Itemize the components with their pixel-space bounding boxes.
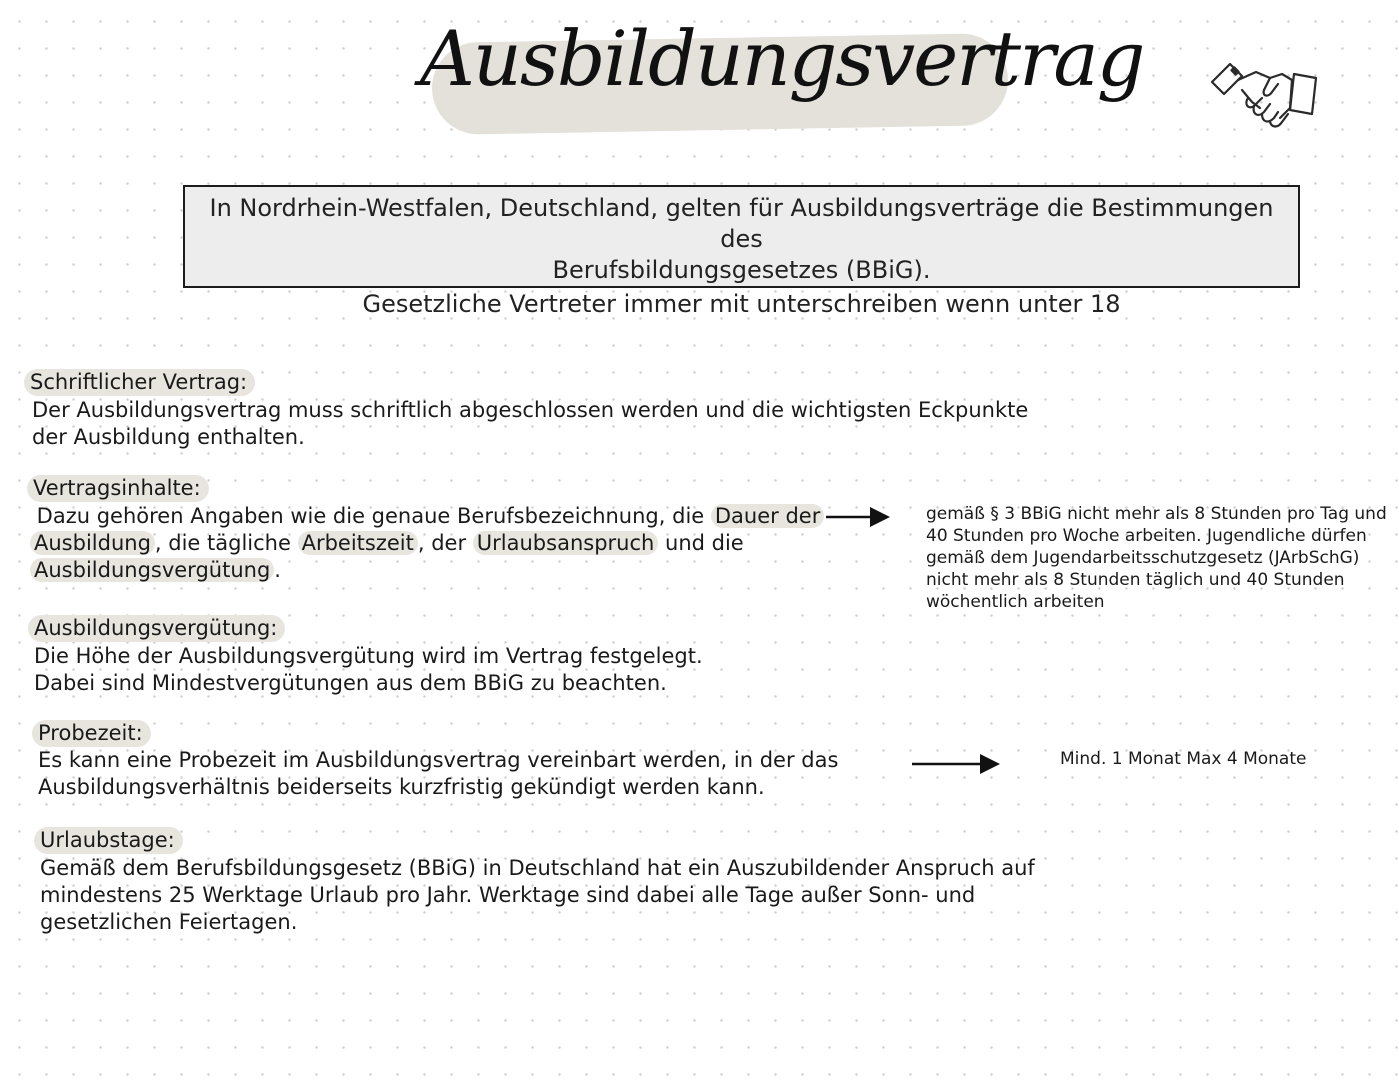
- text-fragment: und die: [658, 531, 744, 555]
- text-fragment: .: [274, 558, 281, 582]
- text-fragment: , die tägliche: [154, 531, 298, 555]
- text-line: mindestens 25 Werktage Urlaub pro Jahr. Werktage sind dabei alle Tage außer Sonn- und: [40, 883, 976, 907]
- text-probezeit: [38, 747, 838, 801]
- highlight-arbeitszeit: Arbeitszeit: [298, 531, 418, 555]
- text-line: der Ausbildung enthalten.: [32, 425, 305, 449]
- highlight-urlaubsanspruch: Urlaubsanspruch: [473, 531, 659, 555]
- text-fragment: , der: [417, 531, 473, 555]
- note-line: gemäß § 3 BBiG nicht mehr als 8 Stunden pro Tag und: [926, 504, 1387, 524]
- text-line: [30, 530, 824, 557]
- text-line: [30, 557, 824, 584]
- text-line: [30, 503, 824, 530]
- note-line: Mind. 1 Monat Max 4 Monate: [1060, 749, 1307, 769]
- text-fragment: Dazu gehören Angaben wie die genaue Berufsbezeichnung, die: [30, 504, 711, 528]
- heading-vertragsinhalte: Vertragsinhalte:: [27, 475, 209, 502]
- text-line: Die Höhe der Ausbildungsvergütung wird im Vertrag festgelegt.: [34, 644, 703, 668]
- heading-urlaubstage: Urlaubstage:: [34, 827, 183, 854]
- text-schriftlicher-vertrag: [32, 397, 1028, 451]
- note-line: nicht mehr als 8 Stunden täglich und 40 Stunden: [926, 570, 1345, 590]
- text-urlaubstage: [40, 855, 1035, 936]
- text-vertragsinhalte: [30, 503, 824, 584]
- text-line: Es kann eine Probezeit im Ausbildungsvertrag vereinbart werden, in der das: [38, 748, 839, 772]
- handshake-icon: [1208, 52, 1324, 138]
- page-title: Ausbildungsvertrag: [420, 14, 1144, 103]
- heading-schriftlicher-vertrag: Schriftlicher Vertrag:: [24, 369, 255, 396]
- text-ausbildungsverguetung: [34, 643, 703, 697]
- note-line: wöchentlich arbeiten: [926, 592, 1105, 612]
- highlight-dauer: Dauer der: [711, 504, 824, 528]
- note-arbeitszeit: [926, 503, 1387, 613]
- text-line: Dabei sind Mindestvergütungen aus dem BBiG zu beachten.: [34, 671, 667, 695]
- highlight-ausbildung: Ausbildung: [30, 531, 155, 555]
- title-block: [420, 8, 1144, 158]
- heading-ausbildungsverguetung: Ausbildungsvergütung:: [28, 615, 285, 642]
- heading-probezeit: Probezeit:: [32, 720, 151, 747]
- text-line: Der Ausbildungsvertrag muss schriftlich abgeschlossen werden und die wichtigsten Eckpunkte: [32, 398, 1029, 422]
- intro-line-2: Berufsbildungsgesetzes (BBiG).: [552, 256, 931, 284]
- note-line: 40 Stunden pro Woche arbeiten. Jugendliche dürfen: [926, 526, 1367, 546]
- text-line: Gemäß dem Berufsbildungsgesetz (BBiG) in Deutschland hat ein Auszubildender Anspruch auf: [40, 856, 1035, 880]
- arrow-right-icon: [824, 505, 892, 529]
- intro-line-3: Gesetzliche Vertreter immer mit unterschreiben wenn unter 18: [362, 290, 1121, 318]
- text-line: Ausbildungsverhältnis beiderseits kurzfristig gekündigt werden kann.: [38, 775, 765, 799]
- text-line: gesetzlichen Feiertagen.: [40, 910, 298, 934]
- intro-line-1: In Nordrhein-Westfalen, Deutschland, gelten für Ausbildungsverträge die Bestimmungen des: [209, 194, 1274, 253]
- note-probezeit: [1060, 748, 1306, 770]
- highlight-verguetung: Ausbildungsvergütung: [30, 558, 274, 582]
- note-line: gemäß dem Jugendarbeitsschutzgesetz (JArbSchG): [926, 548, 1360, 568]
- intro-box: [183, 185, 1300, 318]
- arrow-right-icon: [910, 751, 1002, 777]
